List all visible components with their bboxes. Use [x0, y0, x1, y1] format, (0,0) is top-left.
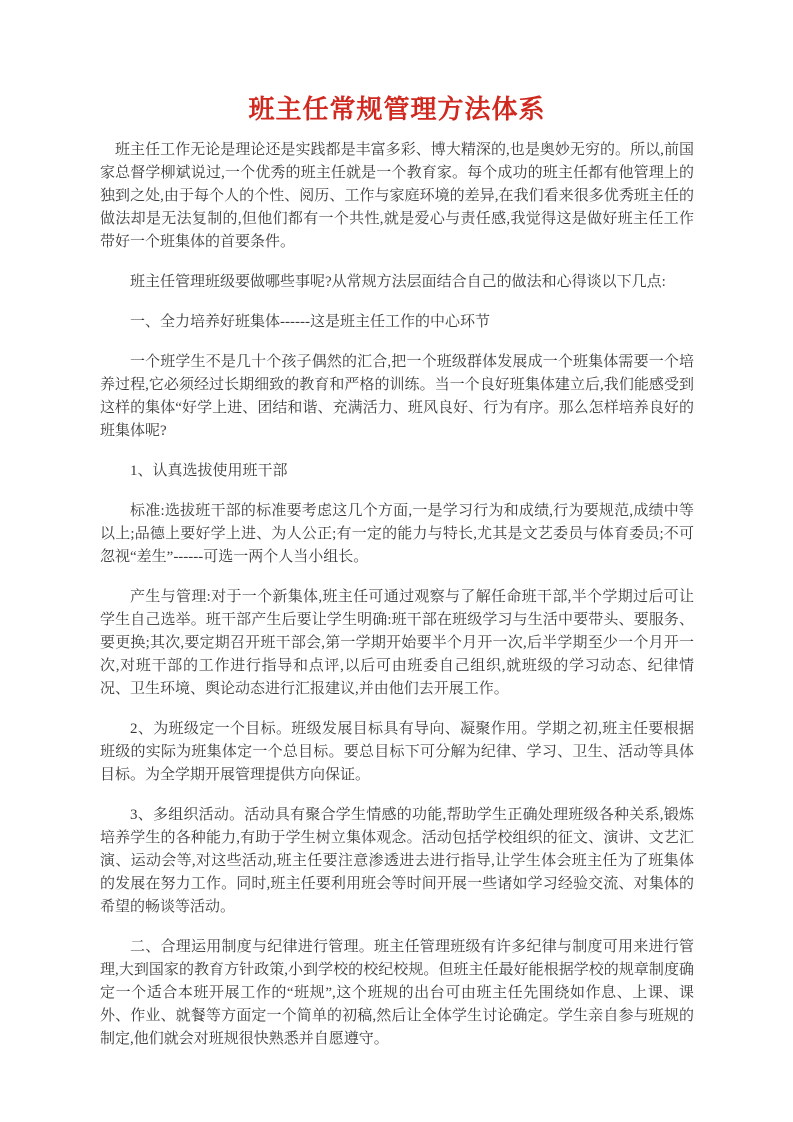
- heading-item-1-cadre-selection: 1、认真选拔使用班干部: [130, 463, 288, 479]
- paragraph-class-collective: 一个班学生不是几十个孩子偶然的汇合,把一个班级群体发展成一个班集体需要一个培养过程,它必须经过长期细致的教育和严格的训练。当一个良好班集体建立后,我们能感受到这样的集体“好学上进、团结和谐、充满活力、班风良好、行为有序。那么怎样培养良好的班集体呢?: [100, 354, 694, 439]
- document-title: 班主任常规管理方法体系: [248, 95, 546, 124]
- paragraph-item-2-class-goal: 2、为班级定一个目标。班级发展目标具有导向、凝聚作用。学期之初,班主任要根据班级的实际为班集体定一个总目标。要总目标下可分解为纪律、学习、卫生、活动等具体目标。为全学期开展管理提供方向保证。: [100, 721, 694, 783]
- paragraph-cadre-management: 产生与管理:对于一个新集体,班主任可通过观察与了解任命班干部,半个学期过后可让学生自己选举。班干部产生后要让学生明确:班干部在班级学习与生活中要带头、要服务、要更换;其次,要定期召开班干部会,第一学期开始要半个月开一次,后半学期至少一个月开一次,对班干部的工作进行指导和点评,以后可由班委自己组织,就班级的学习动态、纪律情况、卫生环境、舆论动态进行汇报建议,并由他们去开展工作。: [100, 589, 694, 697]
- paragraph-intro: 班主任工作无论是理论还是实践都是丰富多彩、博大精深的,也是奥妙无穷的。所以,前国家总督学柳斌说过,一个优秀的班主任就是一个教育家。每个成功的班主任都有他管理上的独到之处,由于每个人的个性、阅历、工作与家庭环境的差异,在我们看来很多优秀班主任的做法却是无法复制的,但他们都有一个共性,就是爱心与责任感,我觉得这是做好班主任工作带好一个班集体的首要条件。: [100, 142, 694, 250]
- heading-section-1: 一、全力培养好班集体------这是班主任工作的中心环节: [130, 314, 490, 330]
- paragraph-overview: 班主任管理班级要做哪些事呢?从常规方法层面结合自己的做法和心得谈以下几点:: [130, 274, 666, 290]
- paragraph-section-2-rules-discipline: 二、合理运用制度与纪律进行管理。班主任管理班级有许多纪律与制度可用来进行管理,大到国家的教育方针政策,小到学校的校纪校规。但班主任最好能根据学校的规章制度确定一个适合本班开展工作的“班规”,这个班规的出台可由班主任先围绕如作息、上课、课外、作业、就餐等方面定一个简单的初稿,然后让全体学生讨论确定。学生亲自参与班规的制定,他们就会对班规很快熟悉并自愿遵守。: [100, 939, 694, 1047]
- paragraph-item-3-activities: 3、多组织活动。活动具有聚合学生情感的功能,帮助学生正确处理班级各种关系,锻炼培养学生的各种能力,有助于学生树立集体观念。活动包括学校组织的征文、演讲、文艺汇演、运动会等,对这些活动,班主任要注意渗透进去进行指导,让学生体会班主任为了班集体的发展在努力工作。同时,班主任要利用班会等时间开展一些诸如学习经验交流、对集体的希望的畅谈等活动。: [100, 807, 694, 915]
- paragraph-cadre-standards: 标准:选拔班干部的标准要考虑这几个方面,一是学习行为和成绩,行为要规范,成绩中等以上;品德上要好学上进、为人公正;有一定的能力与特长,尤其是文艺委员与体育委员;不可忽视“差生”------可选一两个人当小组长。: [100, 503, 694, 565]
- document-body: [100, 139, 694, 1051]
